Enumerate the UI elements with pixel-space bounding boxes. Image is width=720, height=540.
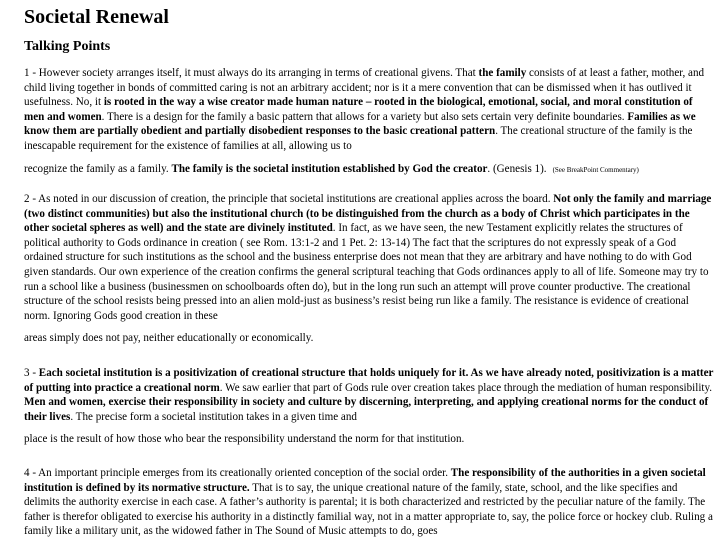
- talking-point-2: [24, 192, 714, 346]
- paragraph-tail: place is the result of how those who bear the responsibility understand the norm for that institution.: [24, 433, 465, 446]
- talking-point-3: [24, 366, 714, 447]
- talking-point-1: [24, 66, 714, 177]
- page-subtitle: Talking Points: [24, 39, 111, 54]
- page-title: Societal Renewal: [24, 6, 169, 28]
- paragraph-body: 1 - However society arranges itself, it must always do its arranging in terms of creational givens. That the family consists of at least a father, mother, and child living together in bonds of committed caring is not an arbitrary accident; nor is it a mere convention that can be dismissed when it has outlived it usefulness. No, it is rooted in the way a wise creator made human nature – rooted in the biological, emotional, social, and moral constitution of men and women. There is a design for the family a basic pattern that allows for a variety but also sets certain very definite boundaries. Families as we know them are partially obedient and partially disobedient responses to the basic creational pattern. The creational structure of the family is the inescapable requirement for the existence of families at all, allowing us to: [24, 67, 705, 152]
- paragraph-body: 4 - An important principle emerges from its creationally oriented conception of the social order. The responsibility of the authorities in a given societal institution is defined by its normative structure. That is to say, the unique creational nature of the family, state, school, and the like specifies and delimits the authority exercise in each case. A father’s authority is parental; it is both characterized and restricted by the peculiar nature of the family. The father is therefor obligated to exercise his authority in a distinctly familial way, not in a matter appropriate to, say, the police force or hockey club. Ruling a family like a military unit, as the widowed father in The Sound of Music attempts to do, goes: [24, 467, 713, 538]
- paragraph-tail: recognize the family as a family. The family is the societal institution established by God the creator. (Genesis 1). (See BreakPoint Commentary): [24, 162, 639, 175]
- paragraph-tail: areas simply does not pay, neither educationally or economically.: [24, 332, 314, 345]
- paragraph-body: 3 - Each societal institution is a positivization of creational structure that holds uniquely for it. As we have already noted, positivization is a matter of putting into practice a creational norm. We saw earlier that part of Gods rule over creation takes place through the mediation of human responsibility. Men and women, exercise their responsibility in society and culture by discerning, interpreting, and applying creational norms for the conduct of their lives. The precise form a societal institution takes in a given time and: [24, 367, 714, 423]
- commentary-note: (See BreakPoint Commentary): [552, 165, 639, 174]
- paragraph-body: 2 - As noted in our discussion of creation, the principle that societal institutions are creational applies across the board. Not only the family and marriage (two distinct communities) but also the institutional church (to be distinguished from the church as a body of Christ which participates in the other societal spheres as well) and the state are divinely instituted. In fact, as we have seen, the new Testament explicitly relates the structures of political authority to Gods ordinance in creation ( see Rom. 13:1-2 and 1 Pet. 2: 13-14) The fact that the scriptures do not expressly speak of a God ordained structure for such institutions as the school and the business enterprise does not mean that they are arbitrary and have nothing to do with God given standards. Our own experience of the creation confirms the general scriptural teaching that Gods ordinances apply to all of life. Someone may try to run a school like a business (businessmen on schoolboards often do), but in the long run such an attempt will prove counter productive. The creational structure of the school resists being pressed into an alien mold-just as business’s resist being run like a family. The resistance is evidence of creational norm. Ignoring Gods good creation in these: [24, 193, 712, 322]
- talking-point-4: [24, 466, 714, 539]
